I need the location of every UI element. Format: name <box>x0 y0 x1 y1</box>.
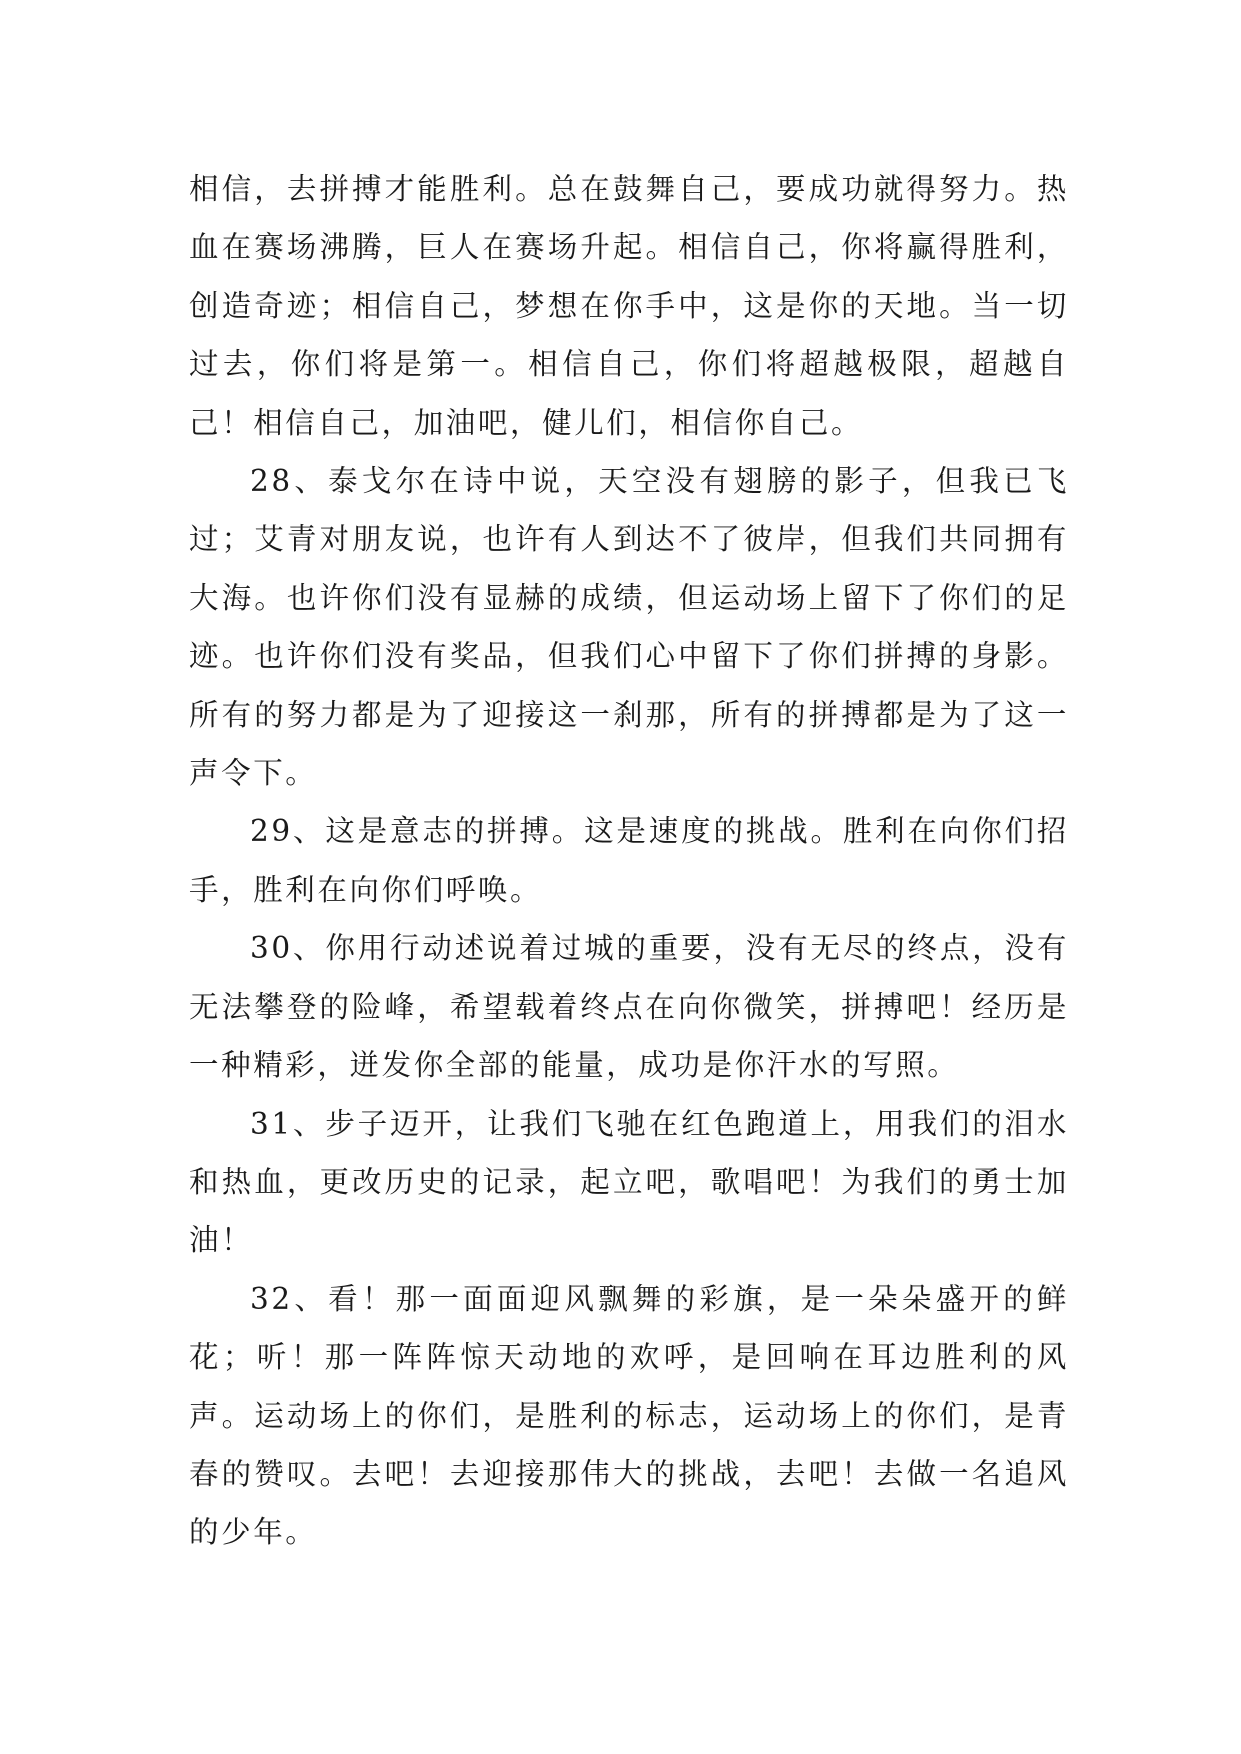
paragraph-28: 28、泰戈尔在诗中说，天空没有翅膀的影子，但我已飞过；艾青对朋友说，也许有人到达不了彼岸，但我们共同拥有大海。也许你们没有显赫的成绩，但运动场上留下了你们的足迹。也许你们没有奖品，但我们心中留下了你们拼搏的身影。所有的努力都是为了迎接这一刹那，所有的拼搏都是为了这一声令下。 <box>189 464 1069 791</box>
paragraph-29: 29、这是意志的拼搏。这是速度的挑战。胜利在向你们招手，胜利在向你们呼唤。 <box>189 814 1069 907</box>
paragraph-32: 32、看！那一面面迎风飘舞的彩旗，是一朵朵盛开的鲜花；听！那一阵阵惊天动地的欢呼，是回响在耳边胜利的风声。运动场上的你们，是胜利的标志，运动场上的你们，是青春的赞叹。去吧！去迎接那伟大的挑战，去吧！去做一名追风的少年。 <box>189 1281 1069 1550</box>
paragraph-30: 30、你用行动述说着过城的重要，没有无尽的终点，没有无法攀登的险峰，希望载着终点在向你微笑，拼搏吧！经历是一种精彩，迸发你全部的能量，成功是你汗水的写照。 <box>189 931 1069 1083</box>
document-body <box>189 160 1069 1562</box>
paragraph-31: 31、步子迈开，让我们飞驰在红色跑道上，用我们的泪水和热血，更改历史的记录，起立吧，歌唱吧！为我们的勇士加油！ <box>189 1106 1069 1258</box>
paragraph-continuation: 相信，去拼搏才能胜利。总在鼓舞自己，要成功就得努力。热血在赛场沸腾，巨人在赛场升起。相信自己，你将赢得胜利，创造奇迹；相信自己，梦想在你手中，这是你的天地。当一切过去，你们将是第一。相信自己，你们将超越极限，超越自己！相信自己，加油吧，健儿们，相信你自己。 <box>189 172 1069 440</box>
